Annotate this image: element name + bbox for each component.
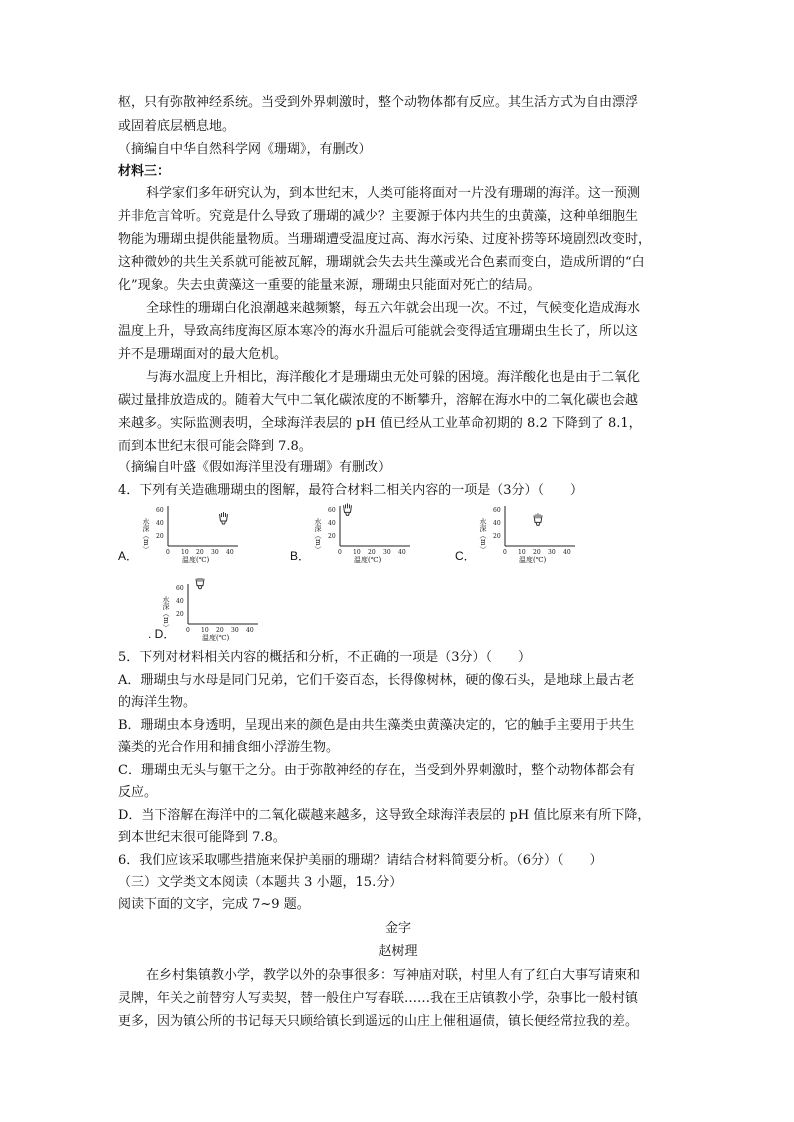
q5-option-a: A．珊瑚虫与水母是同门兄弟，它们千姿百态，长得像树林，硬的像石头，是地球上最古老: [118, 673, 635, 688]
x-tick-label: 20: [216, 627, 224, 634]
story-title: 金字: [384, 921, 411, 936]
y-tick-label: 20: [328, 533, 336, 540]
q5-stem: 5．下列对材料相关内容的概括和分析，不正确的一项是（3分）（ ）: [118, 650, 532, 665]
q5-option-b-cont: 藻类的光合作用和捕食细小浮游生物。: [118, 740, 340, 755]
y-axis-label: 水深（m）: [142, 518, 150, 553]
material3-p1-line: 并非危言耸听。究竟是什么导致了珊瑚的减少？主要源于体内共生的虫黄藻，这种单细胞生: [118, 209, 639, 224]
option-chart-svg: [455, 500, 605, 564]
y-tick-label: 40: [176, 598, 184, 605]
q5-option-c-cont: 反应。: [118, 785, 158, 800]
material3-p1-line: 这种微妙的共生关系就可能被瓦解，珊瑚就会失去共生藻或光合色素而变白，造成所谓的“白: [118, 255, 645, 270]
y-axis-label: 水深（m）: [479, 518, 487, 553]
x-axis-label: 温度(℃): [202, 634, 230, 642]
x-tick-label: 20: [533, 549, 541, 556]
q4-option-d-chart[interactable]: [138, 578, 288, 642]
material3-p3-line: 与海水温度上升相比，海洋酸化才是珊瑚虫无处可躲的困境。海洋酸化也是由于二氧化: [146, 370, 641, 385]
section3-heading: （三）文学类文本阅读（本题共 3 小题，15.分）: [118, 875, 403, 890]
q6-stem: 6．我们应该采取哪些措施来保护美丽的珊瑚？请结合材料简要分析。（6分）（ ）: [118, 853, 603, 868]
material2-line2: 或固着底层栖息地。: [118, 119, 236, 134]
option-chart-svg: [290, 500, 440, 564]
x-tick-label: 40: [226, 549, 234, 556]
q5-option-d: D．当下溶解在海洋中的二氧化碳越来越多，这导致全球海洋表层的 pH 值比原来有所下降，: [118, 808, 651, 823]
x-tick-label: 40: [398, 549, 406, 556]
option-label: . D．: [148, 627, 176, 641]
y-tick-label: 40: [493, 520, 501, 527]
material3-heading: 材料三：: [118, 164, 171, 179]
material3-p3-line: 碳过量排放造成的。随着大气中二氧化碳浓度的不断攀升，溶解在海水中的二氧化碳也会越: [118, 393, 639, 408]
material3-p1-line: 物能为珊瑚虫提供能量物质。当珊瑚遭受温度过高、海水污染、过度补捞等环境剧烈改变时，: [118, 232, 652, 247]
y-tick-label: 60: [328, 507, 336, 514]
option-label: C．: [455, 549, 476, 563]
coral-icon: [344, 503, 352, 515]
x-axis-label: 温度(℃): [354, 556, 382, 564]
x-tick-label: 20: [368, 549, 376, 556]
x-tick-label: 30: [211, 549, 219, 556]
x-tick-label: 30: [383, 549, 391, 556]
x-tick-label: 0: [503, 549, 507, 556]
material2-source: （摘编自中华自然科学网《珊瑚》，有删改）: [118, 142, 372, 157]
material3-source: （摘编自叶盛《假如海洋里没有珊瑚》有删改）: [118, 460, 392, 475]
option-label: B．: [290, 549, 311, 563]
q4-option-b-chart[interactable]: [290, 500, 440, 564]
q5-option-b: B．珊瑚虫本身透明，呈现出来的颜色是由共生藻类虫黄藻决定的，它的触手主要用于共生: [118, 718, 635, 733]
x-axis-label: 温度(℃): [182, 556, 210, 564]
x-tick-label: 40: [563, 549, 571, 556]
coral-icon: [534, 513, 542, 525]
material3-p1-line: 科学家们多年研究认为，到本世纪末，人类可能将面对一片没有珊瑚的海洋。这一预测: [146, 186, 641, 201]
x-tick-label: 30: [231, 627, 239, 634]
x-tick-label: 0: [186, 627, 190, 634]
story-p1-line: 灵牌，年关之前替穷人写卖契，替一般住户写春联……我在王店镇教小学，杂事比一般村镇: [118, 991, 639, 1006]
y-tick-label: 20: [156, 533, 164, 540]
coral-icon: [196, 578, 204, 589]
option-chart-svg: [138, 578, 288, 642]
coral-icon: [220, 512, 228, 524]
q4-option-a-chart[interactable]: [118, 500, 268, 564]
x-tick-label: 0: [338, 549, 342, 556]
y-tick-label: 40: [156, 520, 164, 527]
q5-option-a-cont: 的海洋生物。: [118, 695, 197, 710]
story-author: 赵树理: [378, 944, 418, 959]
story-p1-line: 更多，因为镇公所的书记每天只顾给镇长到遥远的山庄上催租逼债，镇长便经常拉我的差。: [118, 1014, 639, 1029]
x-tick-label: 40: [246, 627, 254, 634]
q5-option-c: C．珊瑚虫无头与躯干之分。由于弥散神经的存在，当受到外界刺激时，整个动物体都会有: [118, 763, 635, 778]
x-tick-label: 0: [166, 549, 170, 556]
q5-option-d-cont: 到本世纪末很可能降到 7.8。: [118, 830, 286, 845]
material3-p3-line: 而到本世纪末很可能会降到 7.8。: [118, 439, 312, 454]
x-tick-label: 10: [353, 549, 361, 556]
material3-p3-line: 来越多。实际监测表明，全球海洋表层的 pH 值已经从工业革命初期的 8.2 下降到了 8.1，: [118, 416, 642, 431]
x-tick-label: 10: [201, 627, 209, 634]
q4-option-c-chart[interactable]: [455, 500, 605, 564]
x-axis-label: 温度(℃): [519, 556, 547, 564]
q4-stem: 4．下列有关造礁珊瑚虫的图解，最符合材料二相关内容的一项是（3分）（ ）: [118, 483, 584, 498]
y-tick-label: 60: [493, 507, 501, 514]
y-tick-label: 60: [156, 507, 164, 514]
y-axis-label: 水深（m）: [314, 518, 322, 553]
story-p1-line: 在乡村集镇教小学，教学以外的杂事很多：写神庙对联，村里人有了红白大事写请柬和: [146, 968, 641, 983]
material3-p2-line: 温度上升，导致高纬度海区原本寒冷的海水升温后可能就会变得适宜珊瑚虫生长了，所以这: [118, 324, 639, 339]
y-tick-label: 60: [176, 585, 184, 592]
option-chart-svg: [118, 500, 268, 564]
x-tick-label: 10: [181, 549, 189, 556]
y-tick-label: 40: [328, 520, 336, 527]
material3-p2-line: 全球性的珊瑚白化浪潮越来越频繁，每五六年就会出现一次。不过，气候变化造成海水: [146, 301, 641, 316]
section3-instruction: 阅读下面的文字，完成 7~9 题。: [118, 897, 310, 912]
x-tick-label: 10: [518, 549, 526, 556]
material2-line1: 枢，只有弥散神经系统。当受到外界刺激时，整个动物体都有反应。其生活方式为自由漂浮: [118, 95, 639, 110]
y-tick-label: 20: [493, 533, 501, 540]
y-axis-label: 水深（m）: [162, 596, 170, 631]
option-label: A．: [118, 549, 139, 563]
x-tick-label: 30: [548, 549, 556, 556]
y-tick-label: 20: [176, 611, 184, 618]
material3-p2-line: 并不是珊瑚面对的最大危机。: [118, 347, 288, 362]
x-tick-label: 20: [196, 549, 204, 556]
material3-p1-line: 化”现象。失去虫黄藻这一重要的能量来源，珊瑚虫只能面对死亡的结局。: [118, 278, 541, 293]
